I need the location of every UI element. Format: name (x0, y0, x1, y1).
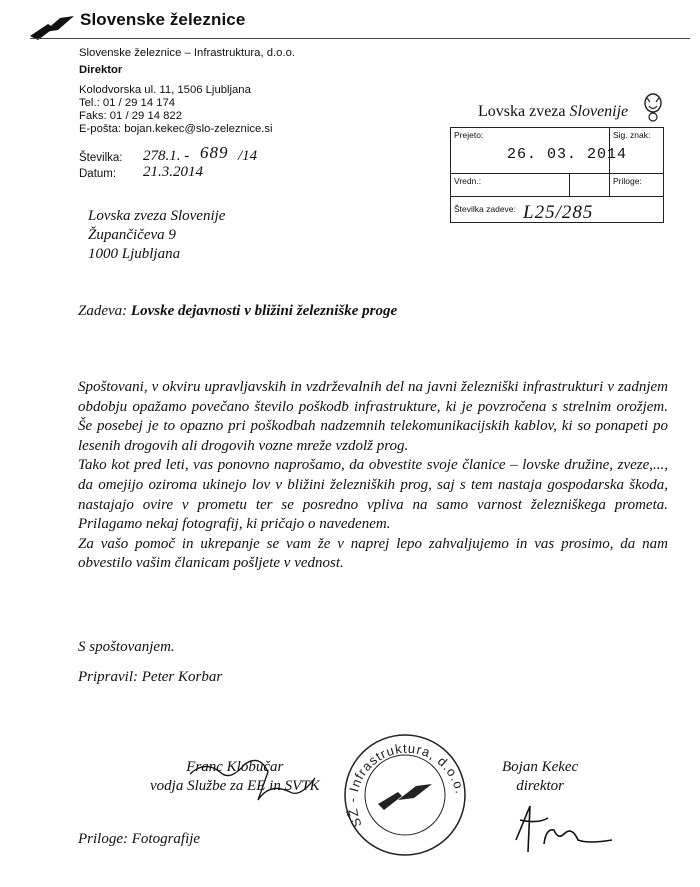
signatory-right-title: direktor (516, 778, 564, 794)
stamp-org-prefix: Lovska zveza (478, 103, 566, 120)
body-paragraph: Za vašo pomoč in ukrepanje se vam že v naprej lepo zahvaljujemo in vas prosimo, da nam obvestilo vašim članicam pošljete v vednost. (78, 535, 668, 572)
subject-line (78, 303, 397, 320)
sender-email: E-pošta: bojan.kekec@slo-zeleznice.si (79, 123, 273, 135)
stamp-organization (478, 103, 628, 121)
sender-phone: Tel.: 01 / 29 14 174 (79, 97, 176, 109)
seal-text: SŽ - Infrastruktura, d.o.o. (344, 740, 469, 830)
subject-label: Zadeva: (78, 303, 128, 319)
signatory-right-name: Bojan Kekec (502, 759, 579, 775)
company-seal-icon (340, 730, 470, 860)
stamp-case-label: Številka zadeve: (454, 204, 516, 214)
hunting-emblem-icon (641, 92, 665, 122)
reference-number-label: Številka: (79, 152, 123, 164)
stamp-sign-label: Sig. znak: (613, 130, 651, 140)
signatory-left-title: vodja Službe za EE in SVTK (150, 778, 320, 794)
sz-logo-icon (30, 12, 74, 44)
recipient-line: 1000 Ljubljana (88, 246, 181, 262)
company-name: Slovenske železnice (80, 10, 246, 29)
stamp-received-date: 26. 03. 2014 (507, 146, 628, 163)
stamp-case-number: L25/285 (523, 202, 594, 223)
signatory-left (150, 758, 320, 796)
subject-text: Lovske dejavnosti v bližini železniške proge (130, 303, 398, 319)
signatory-left-name: Franc Klobučar (186, 759, 284, 775)
stamp-attachments-label: Priloge: (613, 176, 642, 186)
body-paragraph: Tako kot pred leti, vas ponovno naprošamo, da obvestite svoje članice – lovske družine, zveze,..., da omejijo oziroma ukinejo lov v bližini železniških prog, saj s tem nastaja gospodarska škoda, nastajajo ovire v prometu ter se posredno vpliva na samo varnost železniškega prometa. Prilagamo nekaj fotografij, ki pričajo o navedenem. (78, 457, 668, 533)
body-paragraph: Spoštovani, v okviru upravljavskih in vzdrževalnih del na javni železniški infrastrukturi v zadnjem obdobju opažamo povečano število poškodb infrastrukture, ki je povzročena s strelnim orožjem. Še posebej je to opazno pri poškodbah nadzemnih telekomunikacijskih kablov, ki so ponapeti po lesenih drogovih ali drogovih vozne mreže vzdolž prog. (78, 379, 668, 454)
director-signature-icon (508, 800, 618, 860)
closing-salutation: S spoštovanjem. (78, 639, 175, 655)
stamp-divider (451, 196, 663, 197)
stamp-divider (569, 173, 570, 196)
stamp-org-name: Slovenije (569, 103, 629, 120)
reference-date: 21.3.2014 (143, 164, 203, 180)
recipient-line: Župančičeva 9 (88, 227, 176, 243)
stamp-divider (609, 173, 610, 196)
attachments-note: Priloge: Fotografije (78, 831, 201, 847)
recipient-line: Lovska zveza Slovenije (88, 208, 226, 224)
sender-address: Kolodvorska ul. 11, 1506 Ljubljana (79, 84, 251, 96)
reference-number-handwritten: 689 (200, 143, 229, 162)
letter-body (78, 378, 668, 574)
company-subtitle: Slovenske železnice – Infrastruktura, d.o.o. (79, 47, 296, 59)
sender-fax: Faks: 01 / 29 14 822 (79, 110, 182, 122)
signatory-right (502, 758, 578, 796)
letterhead-rule (30, 38, 690, 39)
reference-number-suffix: /14 (238, 148, 258, 164)
stamp-divider (451, 173, 663, 174)
received-stamp (450, 127, 664, 223)
stamp-received-label: Prejeto: (454, 130, 484, 140)
stamp-value-label: Vredn.: (454, 176, 482, 186)
sender-role: Direktor (79, 64, 123, 76)
prepared-by: Pripravil: Peter Korbar (78, 669, 223, 685)
reference-number-prefix: 278.1. - (143, 148, 190, 164)
reference-date-label: Datum: (79, 168, 117, 180)
